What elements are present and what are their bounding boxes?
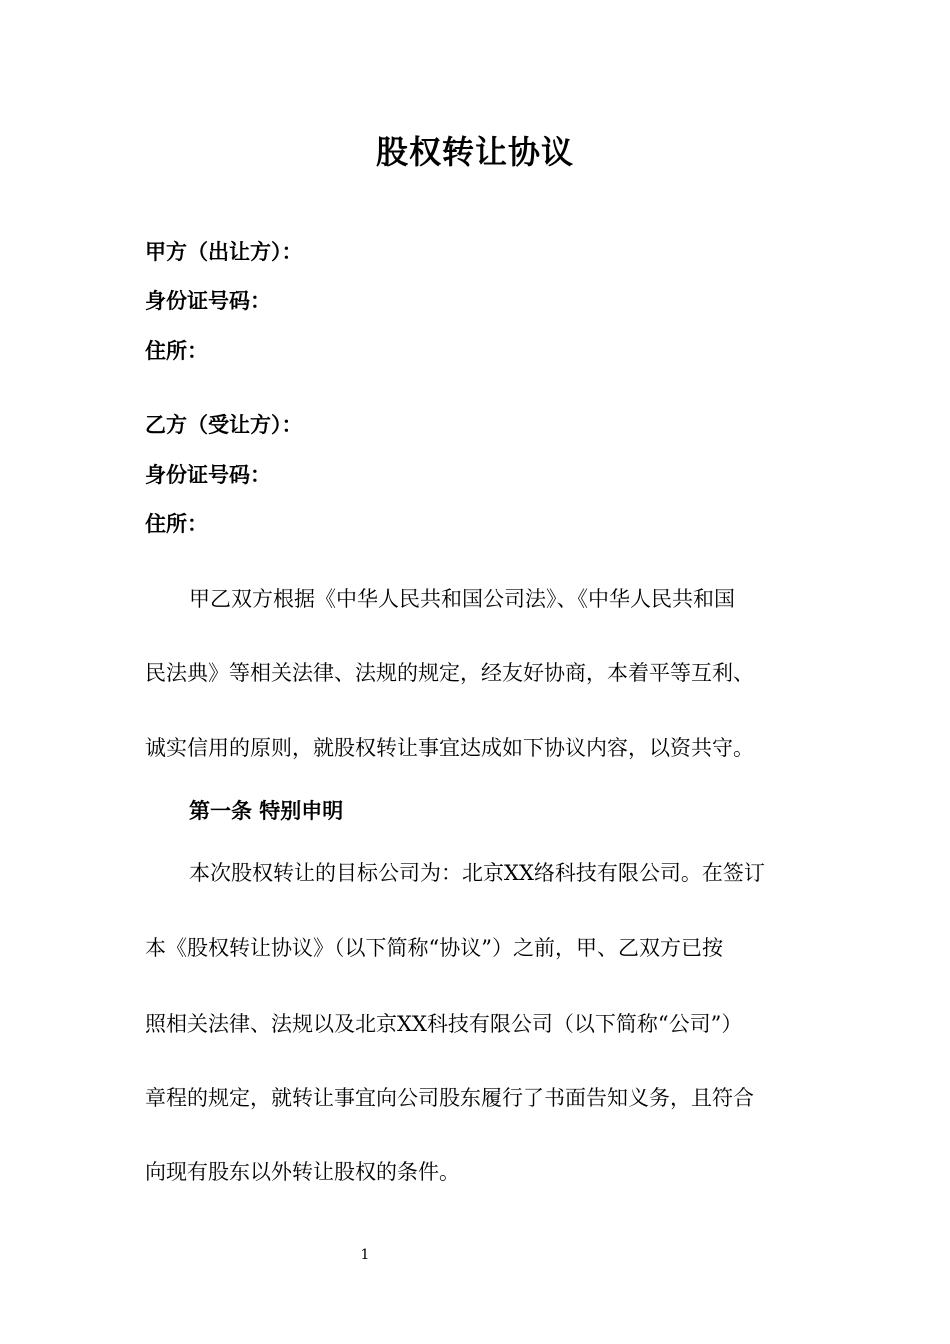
party-a-id-label: 身份证号码： xyxy=(145,289,271,313)
party-b-address-label: 住所： xyxy=(145,512,208,536)
party-a-address-label: 住所： xyxy=(145,339,208,363)
page-number: 1 xyxy=(360,1247,370,1263)
document-title: 股权转让协议 xyxy=(375,133,574,171)
preamble-line: 诚实信用的原则，就股权转让事宜达成如下协议内容，以资共守。 xyxy=(145,736,754,760)
party-b-id-label: 身份证号码： xyxy=(145,463,271,487)
article-1-line: 照相关法律、法规以及北京XX科技有限公司（以下简称“公司”） xyxy=(145,1012,743,1036)
article-1-line: 本《股权转让协议》（以下简称“协议”）之前，甲、乙双方已按 xyxy=(145,936,723,960)
article-1-line: 本次股权转让的目标公司为：北京XX络科技有限公司。在签订 xyxy=(189,861,765,885)
party-a-name-label: 甲方（出让方）： xyxy=(145,240,303,264)
article-1-heading: 第一条 特别申明 xyxy=(189,799,344,823)
party-b-name-label: 乙方（受让方）： xyxy=(145,413,303,437)
preamble-line: 甲乙双方根据《中华人民共和国公司法》、《中华人民共和国 xyxy=(189,587,735,611)
article-1-line: 章程的规定，就转让事宜向公司股东履行了书面告知义务，且符合 xyxy=(145,1086,754,1110)
article-1-line: 向现有股东以外转让股权的条件。 xyxy=(145,1160,460,1184)
preamble-line: 民法典》等相关法律、法规的规定，经友好协商，本着平等互利、 xyxy=(145,661,754,685)
